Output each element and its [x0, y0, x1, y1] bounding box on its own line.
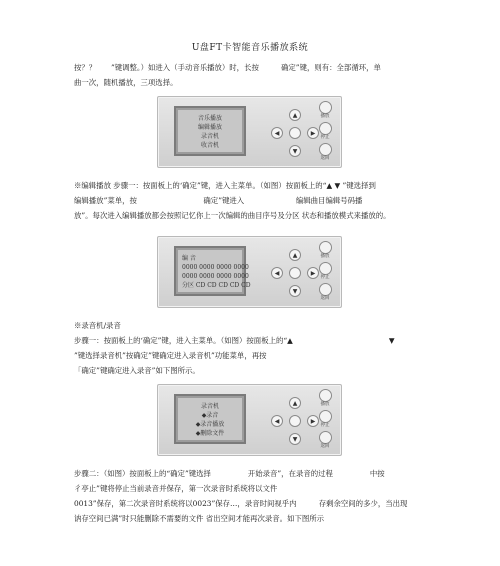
play-label: 播放 [320, 114, 330, 119]
stop-button[interactable] [319, 410, 332, 423]
text-line: ※录音机/录音 [74, 321, 121, 330]
side-keys [315, 389, 335, 452]
lcd-line: 编 音 [182, 255, 196, 262]
lcd-screen [174, 394, 246, 444]
stop-label: 停止 [320, 275, 330, 280]
text-line: 步骤二：（如图）按面板上的“确定”键选择 开始录音”，在录音的过程 中按 [74, 469, 385, 478]
device-panel-edit [157, 236, 342, 308]
paragraph-edit-play [74, 178, 434, 223]
left-arrow-key[interactable]: ◀ [271, 267, 283, 279]
text-line: 「确定”键确定进入录音”如下图所示。 [74, 366, 200, 375]
back-button[interactable] [319, 283, 332, 296]
right-arrow-key[interactable]: ▶ [307, 127, 319, 139]
side-keys [315, 241, 335, 304]
lcd-line: 录音机 [200, 133, 219, 140]
right-arrow-key[interactable]: ▶ [307, 267, 319, 279]
text-line: 编辑播放”菜单，按 确定”键进入 编辑曲目编辑号码播 [74, 196, 363, 205]
stop-label: 停止 [320, 135, 330, 140]
up-arrow-key[interactable]: ▲ [289, 249, 301, 261]
back-label: 返回 [320, 156, 330, 161]
paragraph-recorder [74, 318, 434, 378]
paragraph-manual-play [74, 60, 434, 90]
lcd-line: ◆录音播放 [195, 421, 225, 428]
text-line: 按？？ ”键调整。）如进入（手动音乐播放）时，长按 确定”键，则有：全部循环，单 [74, 63, 381, 72]
lcd-line: 音乐播放 [197, 115, 222, 122]
play-button[interactable] [319, 389, 332, 402]
lcd-line: 收音机 [200, 142, 219, 149]
lcd-screen [174, 106, 246, 156]
lcd-line: 录音机 [200, 403, 219, 410]
back-label: 返回 [320, 296, 330, 301]
text-line: 0013”保存，第二次录音时系统将以0023”保存…，录音时间视乎内 存剩余空间的多少，当出现 [74, 499, 408, 508]
lcd-line: 编辑播放 [197, 124, 222, 131]
text-line: 讷存空间已满”时只能删除不需要的文件 省出空间才能再次录音。如下图所示 [74, 514, 325, 523]
back-button[interactable] [319, 143, 332, 156]
lcd-line: ◆录音 [201, 412, 219, 419]
left-arrow-key[interactable]: ◀ [271, 127, 283, 139]
ok-key[interactable] [289, 415, 301, 427]
text-line: 彳亭止”键将停止当前录音并保存，第一次录音时系统将以文件 [74, 484, 278, 493]
right-arrow-key[interactable]: ▶ [307, 415, 319, 427]
up-arrow-key[interactable]: ▲ [289, 397, 301, 409]
play-label: 播放 [320, 402, 330, 407]
device-panel-recorder [157, 384, 342, 456]
down-arrow-key[interactable]: ▼ [289, 285, 301, 297]
text-line: 放”。每次进入编辑播放都会按照记忆你上一次编辑的曲目序号及分区 状态和播放模式来播放的。 [74, 211, 391, 220]
play-button[interactable] [319, 241, 332, 254]
text-line: 曲一次，随机播放，三项选择。 [74, 78, 178, 87]
back-button[interactable] [319, 431, 332, 444]
device-panel-main-menu [157, 96, 342, 168]
stop-label: 停止 [320, 423, 330, 428]
text-line: ※编辑播放 步骤一：按面板上的‘确定”键，进入主菜单。（如图）按面板上的“▲ ▼ ”键选择到 [74, 181, 376, 190]
lcd-line: 分区 CD CD CD CD CD [182, 282, 251, 289]
down-arrow-key[interactable]: ▼ [289, 433, 301, 445]
text-line: ”键选择录音机”按确定”键确定进入录音机”功能菜单，再按 [74, 351, 267, 360]
lcd-line: ◆删除文件 [195, 430, 225, 437]
stop-button[interactable] [319, 262, 332, 275]
side-keys [315, 101, 335, 164]
lcd-line: 0000 0000 0000 0000 [182, 273, 249, 280]
document-title: U盘FT卡智能音乐播放系统 [191, 43, 309, 53]
left-arrow-key[interactable]: ◀ [271, 415, 283, 427]
ok-key[interactable] [289, 267, 301, 279]
ok-key[interactable] [289, 127, 301, 139]
paragraph-recording-step2 [74, 466, 434, 526]
stop-button[interactable] [319, 122, 332, 135]
play-button[interactable] [319, 101, 332, 114]
direction-pad [271, 397, 319, 445]
direction-pad [271, 249, 319, 297]
lcd-line: 0000 0000 0000 0000 [182, 264, 249, 271]
back-label: 返回 [320, 444, 330, 449]
direction-pad [271, 109, 319, 157]
lcd-screen [174, 246, 251, 296]
play-label: 播放 [320, 254, 330, 259]
text-line: 步骤一：按面板上的‘确定”键，进入主菜单。（如图）按面板上的“▲ ▼ [74, 336, 395, 345]
down-arrow-key[interactable]: ▼ [289, 145, 301, 157]
up-arrow-key[interactable]: ▲ [289, 109, 301, 121]
